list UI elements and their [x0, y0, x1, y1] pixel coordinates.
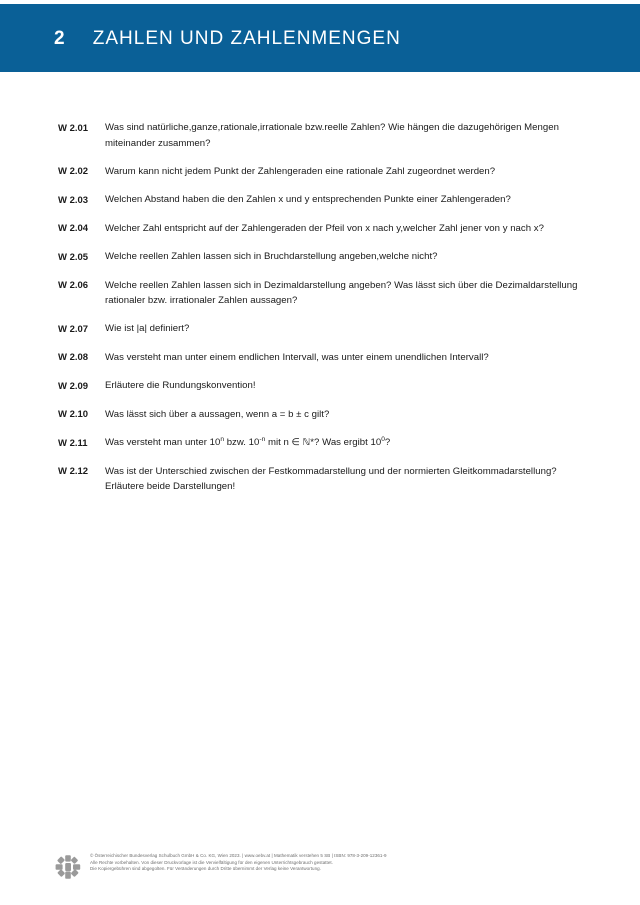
question-label: W 2.12: [58, 466, 89, 477]
question-row: [0, 350, 640, 366]
question-row: [0, 221, 640, 237]
question-text: Was versteht man unter 10$^n$ bzw. $10^{-n}$ mit n ∈ ℕ*? Was ergibt $10^0$?: [105, 435, 391, 448]
question-row: [0, 278, 640, 309]
question-row: [0, 120, 640, 151]
question-text: Welche reellen Zahlen lassen sich in Dezimaldarstellung angeben? Was lässt sich über die Dezimaldarstellung rationaler bzw. irrationaler Zahlen aussagen?: [105, 279, 578, 306]
question-text: Was sind natürliche,ganze,rationale,irrationale bzw.reelle Zahlen? Wie hängen die dazugehörigen Mengen miteinander zusammen?: [105, 122, 559, 149]
chapter-title: ZAHLEN UND ZAHLENMENGEN: [92, 27, 401, 49]
question-row: [0, 464, 640, 495]
question-text: Welche reellen Zahlen lassen sich in Bruchdarstellung angeben,welche nicht?: [105, 251, 438, 262]
question-text: Was versteht man unter einem endlichen Intervall, was unter einem unendlichen Intervall?: [105, 351, 489, 363]
question-text: Was lässt sich über a aussagen, wenn a = b ± c gilt?: [105, 408, 330, 420]
chapter-header-band: [0, 4, 640, 72]
question-row: [0, 435, 640, 451]
question-label: W 2.02: [58, 166, 89, 177]
footer-line-copyright: © Österreichischer Bundesverlag Schulbuch GmbH & Co. KG, Wien 2023. | www.oebv.at | Mathematik verstehen 5 SB | ISBN: 978-3-209-12361-9: [90, 853, 387, 858]
question-label: W 2.08: [58, 352, 89, 363]
question-text: Welchen Abstand haben die den Zahlen x und y entsprechenden Punkte einer Zahlengeraden?: [105, 194, 511, 205]
question-text: Warum kann nicht jedem Punkt der Zahlengeraden eine rationale Zahl zugeordnet werden?: [105, 165, 496, 177]
question-text: Wie ist |a| definiert?: [105, 323, 190, 334]
question-label: W 2.07: [58, 323, 89, 335]
question-row: [0, 321, 640, 337]
footer-text-block: [90, 848, 640, 873]
question-label: W 2.05: [58, 251, 89, 263]
question-label: W 2.11: [58, 437, 88, 449]
question-row: [0, 407, 640, 423]
chapter-number: 2: [54, 27, 65, 49]
footer-line-rights: Alle Rechte vorbehalten. Von dieser Druckvorlage ist die Vervielfältigung für den eigenen Unterrichtsgebrauch gestattet.: [90, 859, 333, 865]
question-text: Welcher Zahl entspricht auf der Zahlengeraden der Pfeil von x nach y,welcher Zahl jener von y nach x?: [105, 222, 544, 234]
question-text: Erläutere die Rundungskonvention!: [105, 380, 256, 391]
footer-line-fees: Die Kopiergebühren sind abgegolten. Für Veränderungen durch Dritte übernimmt der Verlag keine Verantwortung.: [90, 866, 321, 872]
question-label: W 2.10: [58, 409, 89, 420]
question-row: [0, 249, 640, 265]
question-row: [0, 164, 640, 180]
question-label: W 2.09: [58, 380, 89, 392]
question-row: [0, 378, 640, 394]
oebv-asterisk-logo-icon: [53, 852, 83, 882]
question-label: W 2.01: [58, 122, 89, 134]
question-label: W 2.04: [58, 223, 89, 234]
question-row: [0, 192, 640, 208]
page-footer: [0, 848, 640, 882]
question-label: W 2.03: [58, 194, 89, 206]
question-list: [0, 120, 640, 507]
question-label: W 2.06: [58, 280, 89, 291]
question-text: Was ist der Unterschied zwischen der Festkommadarstellung und der normierten Gleitkommadarstellung? Erläutere beide Darstellungen!: [105, 465, 557, 492]
